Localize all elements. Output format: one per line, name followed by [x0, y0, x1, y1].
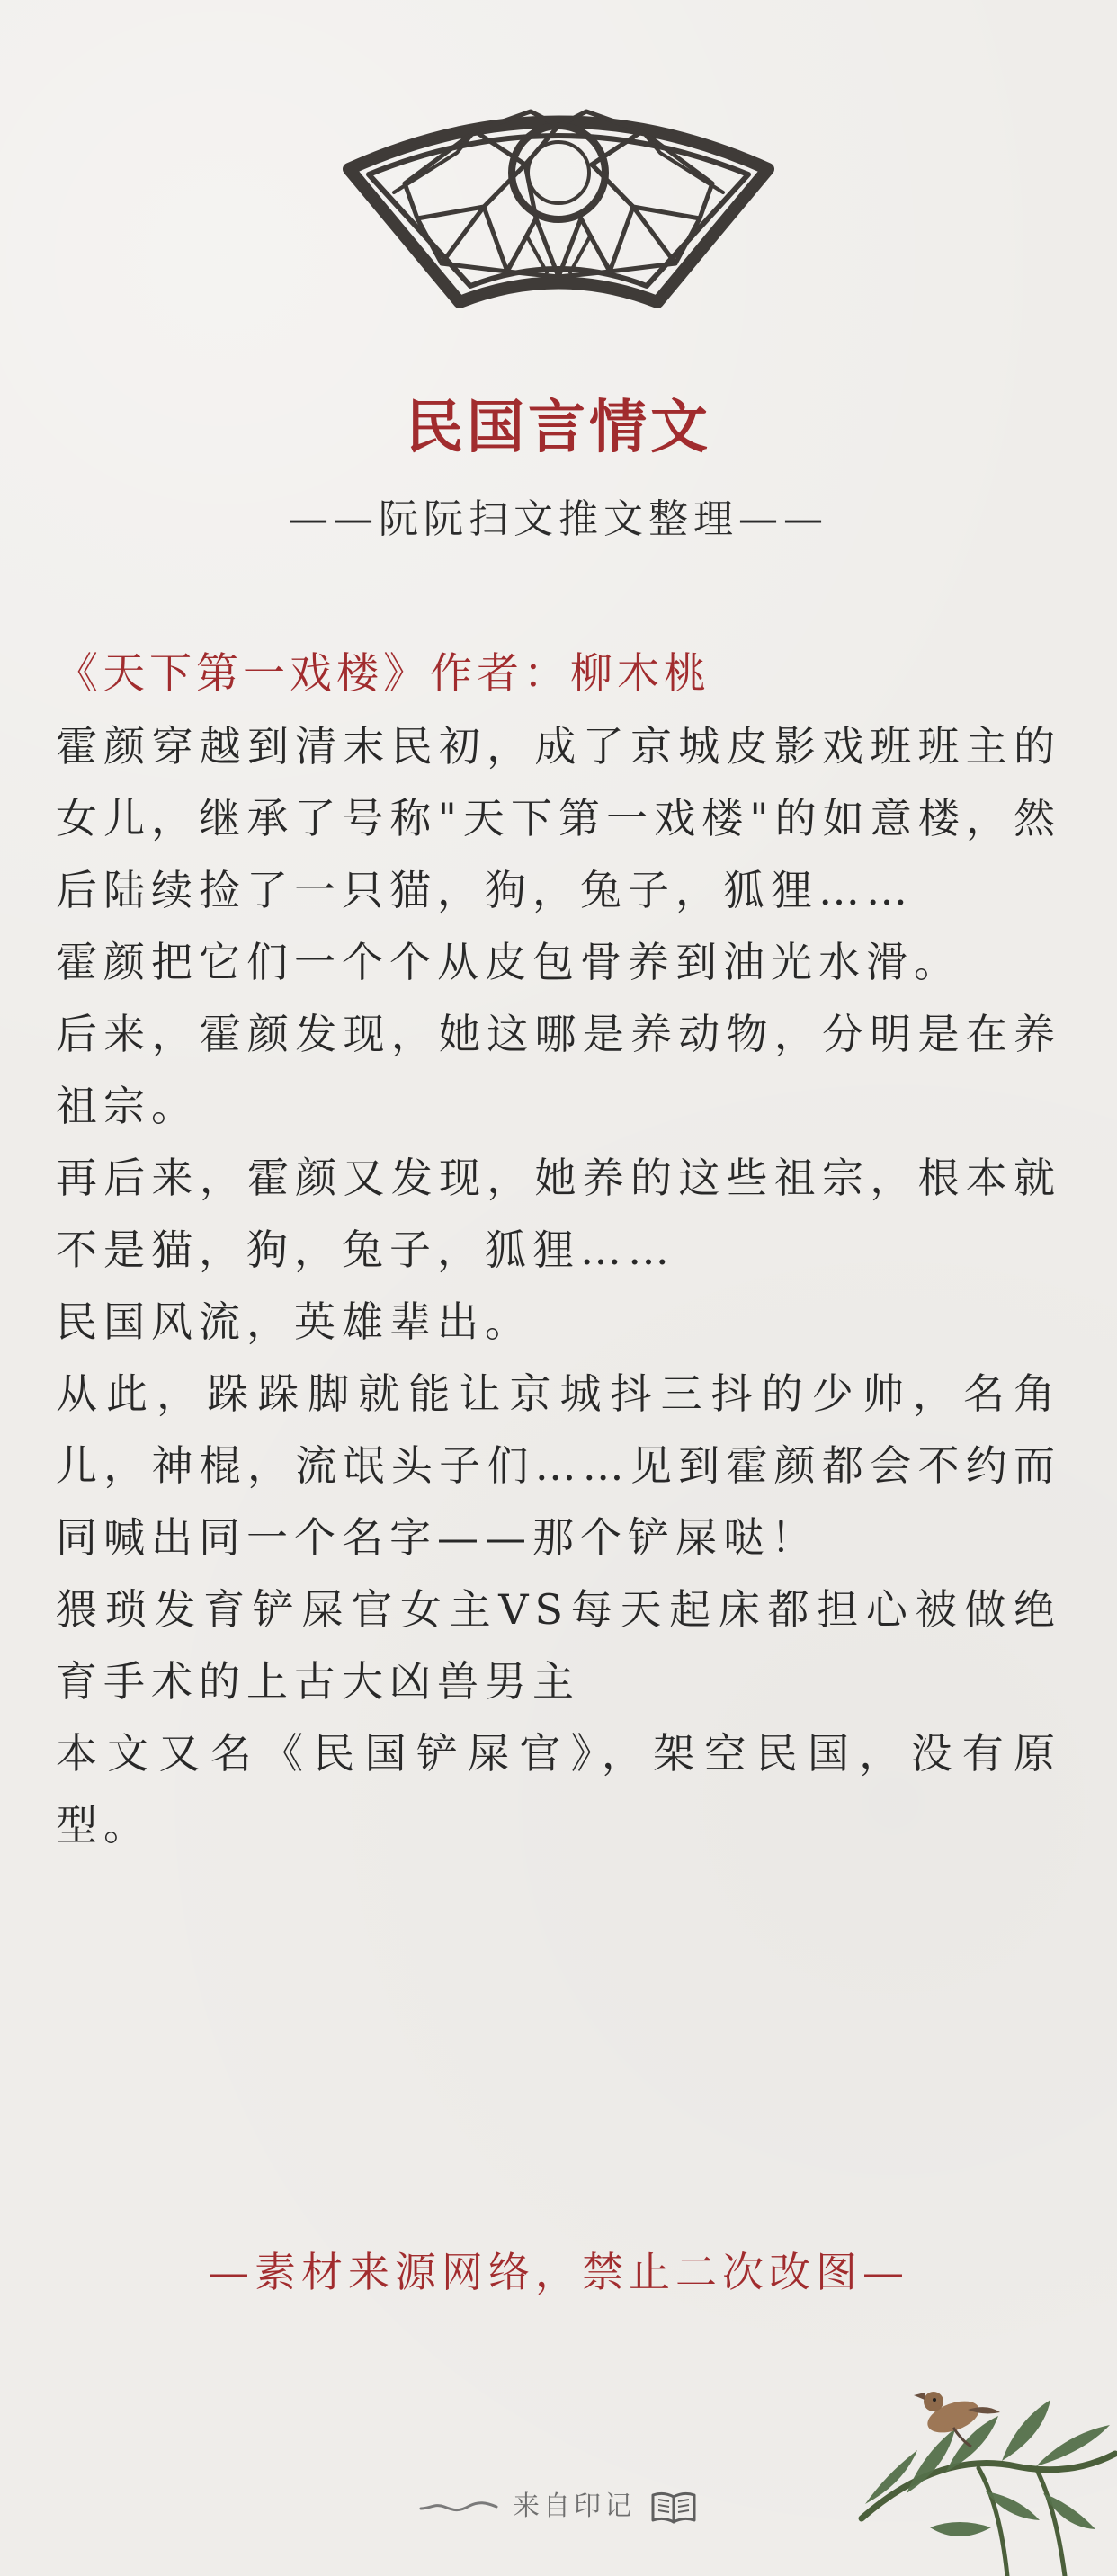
fan-lattice-icon — [340, 79, 777, 322]
signature-text: 来自印记 — [513, 2491, 635, 2522]
page-title: 民国言情文 — [406, 394, 711, 461]
article-content — [56, 638, 1061, 1861]
synopsis-paragraph-8: 本文又名《民国铲屎官》，架空民国，没有原型。 — [56, 1729, 1061, 1850]
page-subtitle: ——阮阮扫文推文整理—— — [289, 496, 828, 542]
synopsis-paragraph-7: 猥琐发育铲屎官女主VS每天起床都担心被做绝育手术的上古大凶兽男主 — [56, 1585, 1061, 1706]
synopsis-paragraph-6: 从此，跺跺脚就能让京城抖三抖的少帅，名角儿，神棍，流氓头子们……见到霍颜都会不约而同喊出同一个名字——那个铲屎哒！ — [56, 1369, 1061, 1562]
synopsis-paragraph-3: 后来，霍颜发现，她这哪是养动物，分明是在养祖宗。 — [56, 1010, 1061, 1130]
synopsis-paragraph-1: 霍颜穿越到清末民初，成了京城皮影戏班班主的女儿，继承了号称"天下第一戏楼"的如意楼，然后陆续捡了一只猫，狗，兔子，狐狸…… — [56, 722, 1061, 914]
signature-wave-icon — [419, 2496, 498, 2518]
synopsis-paragraph-4: 再后来，霍颜又发现，她养的这些祖宗，根本就不是猫，狗，兔子，狐狸…… — [56, 1154, 1061, 1274]
copyright-note: —素材来源网络，禁止二次改图— — [208, 2248, 909, 2296]
bamboo-bird-branch-icon — [847, 2315, 1117, 2576]
synopsis-paragraph-2: 霍颜把它们一个个从皮包骨养到油光水滑。 — [56, 938, 961, 986]
open-book-icon — [649, 2488, 698, 2526]
book-title: 《天下第一戏楼》作者：柳木桃 — [56, 649, 710, 699]
synopsis-paragraph-5: 民国风流，英雄辈出。 — [56, 1297, 532, 1346]
